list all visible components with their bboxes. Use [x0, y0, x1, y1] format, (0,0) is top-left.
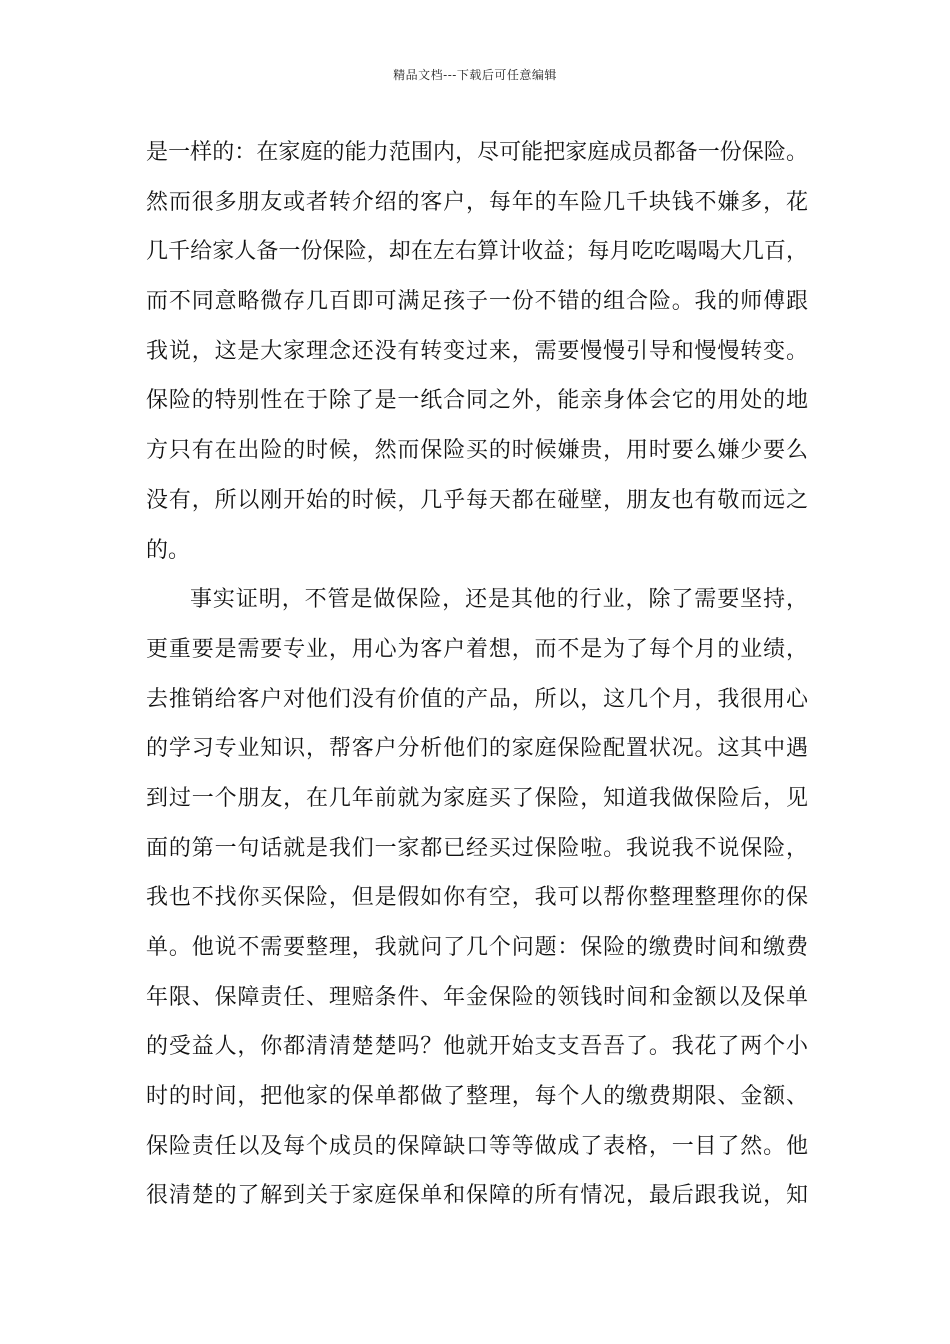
body-text — [146, 128, 808, 1221]
page-header: 精品文档---下载后可任意编辑 — [393, 68, 557, 82]
text-line: 保险的特别性在于除了是一纸合同之外，能亲身体会它的用处的地 — [146, 388, 808, 414]
text-line: 的受益人，你都清清楚楚吗？他就开始支支吾吾了。我花了两个小 — [146, 1034, 808, 1060]
text-line: 更重要是需要专业，用心为客户着想，而不是为了每个月的业绩， — [146, 636, 808, 662]
text-line: 的学习专业知识，帮客户分析他们的家庭保险配置状况。这其中遇 — [146, 736, 808, 762]
text-line: 方只有在出险的时候，然而保险买的时候嫌贵，用时要么嫌少要么 — [146, 438, 808, 464]
text-line: 去推销给客户对他们没有价值的产品，所以，这几个月，我很用心 — [146, 686, 808, 712]
text-line: 保险责任以及每个成员的保障缺口等等做成了表格，一目了然。他 — [146, 1133, 808, 1159]
text-line: 时的时间，把他家的保单都做了整理，每个人的缴费期限、金额、 — [146, 1084, 808, 1110]
text-line: 而不同意略微存几百即可满足孩子一份不错的组合险。我的师傅跟 — [146, 289, 808, 315]
text-line: 然而很多朋友或者转介绍的客户，每年的车险几千块钱不嫌多，花 — [146, 189, 808, 215]
text-line: 是一样的：在家庭的能力范围内，尽可能把家庭成员都备一份保险。 — [146, 140, 808, 165]
text-line: 我也不找你买保险，但是假如你有空，我可以帮你整理整理你的保 — [146, 885, 808, 911]
text-line: 的。 — [146, 537, 191, 563]
text-line: 没有，所以刚开始的时候，几乎每天都在碰壁，朋友也有敬而远之 — [146, 487, 808, 513]
paragraph-start-line: 事实证明，不管是做保险，还是其他的行业，除了需要坚持， — [190, 587, 808, 613]
text-line: 几千给家人备一份保险，却在左右算计收益；每月吃吃喝喝大几百， — [146, 239, 808, 265]
text-line: 单。他说不需要整理，我就问了几个问题：保险的缴费时间和缴费 — [146, 935, 808, 960]
text-line: 很清楚的了解到关于家庭保单和保障的所有情况，最后跟我说，知 — [146, 1183, 808, 1209]
text-line: 面的第一句话就是我们一家都已经买过保险啦。我说我不说保险， — [146, 835, 808, 861]
text-line: 到过一个朋友，在几年前就为家庭买了保险，知道我做保险后，见 — [146, 785, 808, 811]
text-line: 年限、保障责任、理赔条件、年金保险的领钱时间和金额以及保单 — [146, 984, 808, 1010]
text-line: 我说，这是大家理念还没有转变过来，需要慢慢引导和慢慢转变。 — [146, 338, 808, 364]
